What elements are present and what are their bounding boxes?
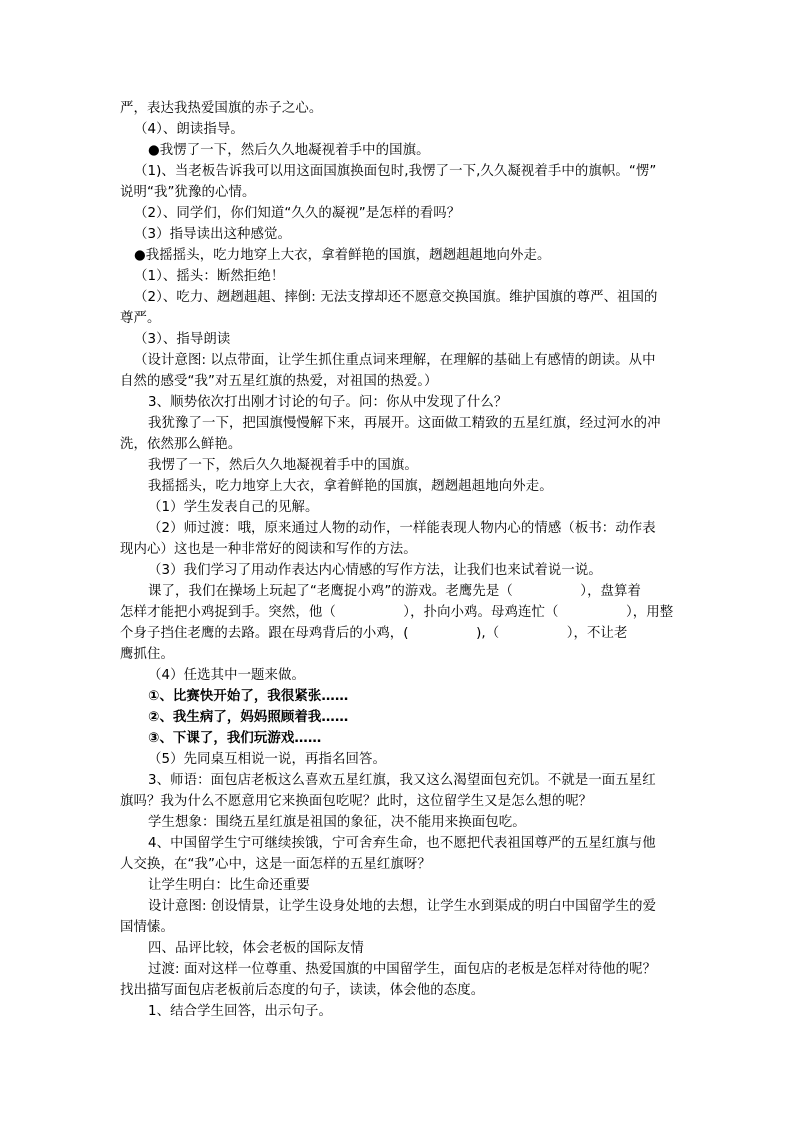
text-line: （2）师过渡：哦，原来通过人物的动作，一样能表现人物内心的情感（板书：动作表 [148,521,656,536]
text-line: 学生想象：围绕五星红旗是祖国的象征，决不能用来换面包吃。 [148,815,526,830]
text-line: （5）先同桌互相说一说，再指名回答。 [148,752,386,767]
text-line: 找出描写面包店老板前后态度的句子，读读，体会他的态度。 [120,983,485,998]
text-line: （3）我们学习了用动作表达内心情感的写作方法，让我们也来试着说一说。 [148,563,602,578]
text-line: 让学生明白：比生命还重要 [148,878,310,893]
text-line: 3、顺势依次打出刚才讨论的句子。问：你从中发现了什么？ [148,395,508,410]
text-line: （3）指导读出这种感觉。 [134,227,292,242]
text-line: 设计意图: 创设情景，让学生设身处地的去想，让学生水到渠成的明白中国留学生的爱 [148,899,657,914]
text-line: 我摇摇头，吃力地穿上大衣，拿着鲜艳的国旗，趔趔趄趄地向外走。 [148,479,553,494]
text-line: （2）、同学们，你们知道“久久的凝视”是怎样的看吗？ [134,206,461,221]
text-line: 国情愫。 [120,920,174,935]
text-line: （1）学生发表自己的见解。 [148,500,319,515]
text-line: 严，表达我热爱国旗的赤子之心。 [120,101,323,116]
text-line: 3、师语：面包店老板这么喜欢五星红旗，我又这么渴望面包充饥。不就是一面五星红 [148,773,656,788]
text-line: 我愣了一下，然后久久地凝视着手中的国旗。 [148,458,418,473]
text-line: 说明“我”犹豫的心情。 [120,185,256,200]
text-line: 4、中国留学生宁可继续挨饿，宁可舍弃生命，也不愿把代表祖国尊严的五星红旗与他 [148,836,656,851]
text-line: （4）任选其中一题来做。 [148,668,306,683]
section-heading: 四、品评比较，体会老板的国际友情 [148,941,364,956]
text-line: ●我愣了一下，然后久久地凝视着手中的国旗。 [148,143,430,158]
text-line: 1、结合学生回答，出示句子。 [148,1004,332,1019]
text-line: （设计意图: 以点带面，让学生抓住重点词来理解，在理解的基础上有感情的朗读。从中 [134,353,656,368]
text-line: 自然的感受“我”对五星红旗的热爱，对祖国的热爱。） [120,374,438,389]
text-line: 尊严。 [120,311,161,326]
text-line: 洗，依然那么鲜艳。 [120,437,242,452]
text-line: （3）、指导朗读 [134,332,231,347]
text-line: （1)、当老板告诉我可以用这面国旗换面包时,我愣了一下,久久凝视着手中的旗帜。“愣” [134,164,657,179]
text-line: 课了，我们在操场上玩起了“老鹰捉小鸡”的游戏。老鹰先是（ ），盘算着 [148,584,642,599]
text-line: （4）、朗读指导。 [134,122,244,137]
text-line: 现内心）这也是一种非常好的阅读和写作的方法。 [120,542,417,557]
text-line: 人交换，在“我”心中，这是一面怎样的五星红旗呀？ [120,857,431,872]
text-line: 怎样才能把小鸡捉到手。突然，他（ ），扑向小鸡。母鸡连忙（ ），用整 [120,605,674,620]
exercise-option: ②、我生病了，妈妈照顾着我…… [148,710,349,725]
text-line: 个身子挡住老鹰的去路。跟在母鸡背后的小鸡，( ),（ ），不让老 [120,626,628,641]
text-line: 旗吗？我为什么不愿意用它来换面包吃呢？此时，这位留学生又是怎么想的呢？ [120,794,593,809]
text-line: 鹰抓住。 [120,647,174,662]
exercise-option: ③、下课了，我们玩游戏…… [148,731,322,746]
text-line: ●我摇摇头，吃力地穿上大衣，拿着鲜艳的国旗，趔趔趄趄地向外走。 [134,248,551,263]
text-line: （2）、吃力、趔趔趄趄、摔倒: 无法支撑却还不愿意交换国旗。维护国旗的尊严、祖国的 [134,290,658,305]
exercise-option: ①、比赛快开始了，我很紧张…… [148,689,349,704]
text-line: 过渡: 面对这样一位尊重、热爱国旗的中国留学生，面包店的老板是怎样对待他的呢？ [148,962,657,977]
text-line: 我犹豫了一下，把国旗慢慢解下来，再展开。这面做工精致的五星红旗，经过河水的冲 [148,416,661,431]
text-line: （1）、摇头：断然拒绝！ [134,269,285,284]
